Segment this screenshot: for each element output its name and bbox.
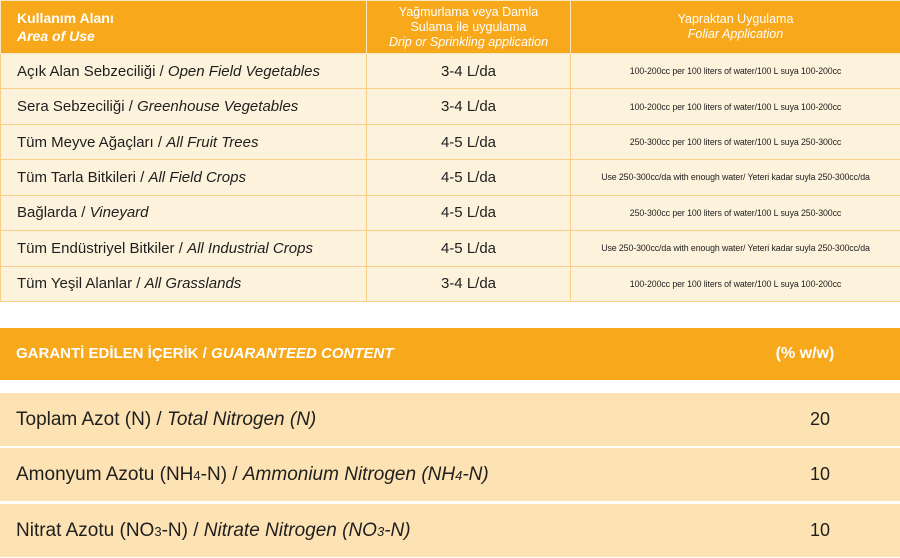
name-tr-pre: Amonyum Azotu (NH [16, 464, 194, 485]
area-cell: Tüm Endüstriyel Bitkiler / All Industrial Crops [1, 231, 367, 266]
guaranteed-content-header [0, 328, 900, 380]
area-cell: Tüm Tarla Bitkileri / All Field Crops [1, 160, 367, 195]
area-cell: Bağlarda / Vineyard [1, 195, 367, 230]
foliar-dose-cell: 100-200cc per 100 liters of water/100 L suya 100-200cc [571, 266, 900, 301]
table-row [1, 160, 900, 195]
area-en: Greenhouse Vegetables [137, 98, 299, 116]
table-row [1, 266, 900, 301]
name-en-sub: 3 [376, 524, 385, 539]
foliar-dose-cell: Use 250-300cc/da with enough water/ Yeteri kadar suyla 250-300cc/da [571, 160, 900, 195]
name-en-post: -N) [384, 520, 411, 541]
area-en: All Grasslands [144, 275, 242, 293]
name-en [243, 464, 489, 485]
area-tr: Tüm Endüstriyel Bitkiler [17, 239, 175, 257]
drip-header-en: Drip or Sprinkling application [388, 34, 549, 49]
name-tr: Toplam Azot (N) [16, 409, 152, 430]
area-en: Open Field Vegetables [167, 62, 320, 80]
content-value: 20 [809, 409, 831, 429]
foliar-dose-cell: Use 250-300cc/da with enough water/ Yeteri kadar suyla 250-300cc/da [571, 231, 900, 266]
drip-dose-cell: 3-4 L/da [367, 54, 571, 89]
content-name: Nitrat Azotu (NO3-N) / Nitrate Nitrogen (NO3-N) [16, 520, 411, 541]
area-tr: Tüm Yeşil Alanlar [17, 275, 133, 293]
title-en: GUARANTEED CONTENT [211, 345, 394, 362]
content-value: 10 [809, 520, 831, 540]
area-of-use-header [1, 1, 367, 54]
area-en: Vineyard [89, 204, 149, 222]
foliar-dose-cell: 100-200cc per 100 liters of water/100 L suya 100-200cc [571, 89, 900, 124]
name-en-pre: Ammonium Nitrogen (NH [242, 464, 456, 485]
drip-dose-cell: 3-4 L/da [367, 266, 571, 301]
area-cell: Sera Sebzeciliği / Greenhouse Vegetables [1, 89, 367, 124]
area-header-en: Area of Use [17, 27, 95, 44]
area-tr: Tüm Meyve Ağaçları [17, 133, 154, 151]
foliar-dose-cell: 100-200cc per 100 liters of water/100 L suya 100-200cc [571, 54, 900, 89]
name-tr-sub: 3 [154, 524, 162, 539]
area-header-tr: Kullanım Alanı [17, 9, 114, 26]
content-row-total-nitrogen [0, 393, 900, 446]
foliar-dose-cell: 250-300cc per 100 liters of water/100 L suya 250-300cc [571, 124, 900, 159]
table-row [1, 231, 900, 266]
drip-dose-cell: 4-5 L/da [367, 195, 571, 230]
content-row-ammonium-nitrogen [0, 448, 900, 501]
foliar-application-header [571, 1, 900, 54]
drip-header-tr-line2: Sulama ile uygulama [410, 19, 527, 34]
table-row [1, 54, 900, 89]
guaranteed-content-title: GARANTİ EDİLEN İÇERİK / GUARANTEED CONTENT [16, 345, 394, 362]
content-value: 10 [809, 464, 831, 484]
area-en: All Fruit Trees [166, 133, 259, 151]
drip-header-tr-line1: Yağmurlama veya Damla [398, 4, 539, 19]
content-row-nitrate-nitrogen [0, 504, 900, 557]
title-tr: GARANTİ EDİLEN İÇERİK [16, 345, 199, 362]
name-tr-post: -N) [161, 520, 188, 541]
area-cell: Tüm Meyve Ağaçları / All Fruit Trees [1, 124, 367, 159]
name-en-post: -N) [462, 464, 489, 485]
drip-dose-cell: 4-5 L/da [367, 160, 571, 195]
area-cell: Açık Alan Sebzeciliği / Open Field Vegetables [1, 54, 367, 89]
area-tr: Tüm Tarla Bitkileri [17, 168, 136, 186]
content-name: Toplam Azot (N) / Total Nitrogen (N) [16, 409, 317, 430]
foliar-dose-cell: 250-300cc per 100 liters of water/100 L suya 250-300cc [571, 195, 900, 230]
table-row [1, 124, 900, 159]
drip-application-header [367, 1, 571, 54]
name-en-sub: 4 [455, 468, 463, 483]
name-en-pre: Nitrate Nitrogen (NO [203, 520, 377, 541]
content-name: Amonyum Azotu (NH4-N) / Ammonium Nitrogen (NH4-N) [16, 464, 489, 485]
name-tr-pre: Nitrat Azotu (NO [16, 520, 155, 541]
name-en: Total Nitrogen (N) [167, 409, 317, 430]
drip-dose-cell: 4-5 L/da [367, 231, 571, 266]
foliar-header-tr: Yapraktan Uygulama [677, 12, 794, 26]
unit-label: (% w/w) [775, 345, 835, 362]
name-tr-post: -N) [200, 464, 228, 485]
name-en [204, 520, 411, 541]
name-tr-sub: 4 [193, 468, 201, 483]
area-cell: Tüm Yeşil Alanlar / All Grasslands [1, 266, 367, 301]
area-tr: Sera Sebzeciliği [17, 98, 125, 116]
area-en: All Field Crops [148, 168, 246, 186]
drip-dose-cell: 4-5 L/da [367, 124, 571, 159]
foliar-header-en: Foliar Application [687, 27, 784, 41]
table-row [1, 89, 900, 124]
drip-dose-cell: 3-4 L/da [367, 89, 571, 124]
table-row [1, 195, 900, 230]
area-tr: Açık Alan Sebzeciliği [17, 62, 156, 80]
area-en: All Industrial Crops [187, 239, 313, 257]
usage-header-row [1, 1, 900, 54]
area-tr: Bağlarda [17, 204, 78, 222]
